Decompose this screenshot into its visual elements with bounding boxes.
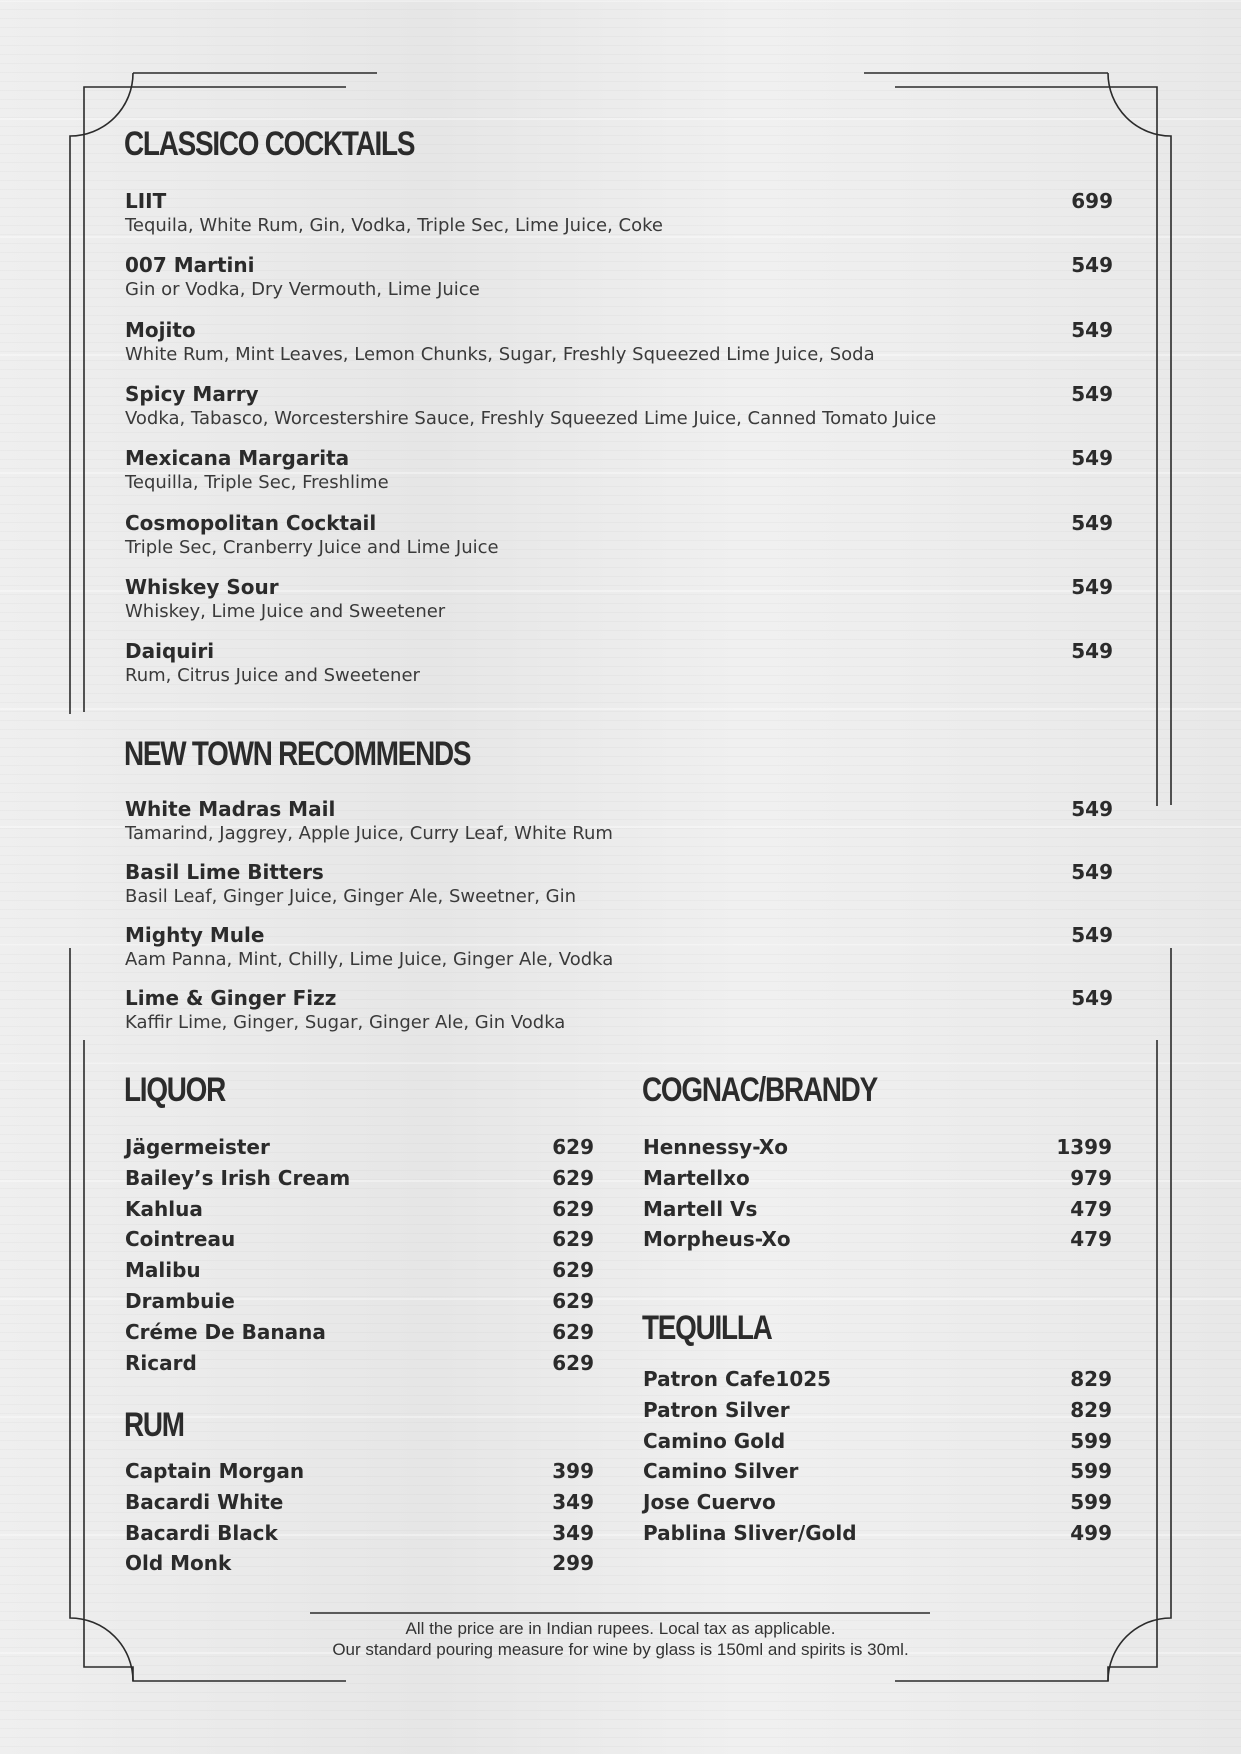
footer-price-note: All the price are in Indian rupees. Local tax as applicable. xyxy=(405,1619,836,1638)
menu-item xyxy=(125,1197,594,1223)
menu-item xyxy=(125,575,1113,625)
menu-item xyxy=(643,1398,1112,1424)
item-price: 549 xyxy=(1071,446,1113,471)
section-title: NEW TOWN RECOMMENDS xyxy=(124,735,471,773)
menu-item xyxy=(125,511,1113,561)
item-price: 979 xyxy=(1070,1165,1112,1190)
item-name: Whiskey Sour xyxy=(125,574,279,599)
item-description: Basil Leaf, Ginger Juice, Ginger Ale, Sweetner, Gin xyxy=(125,886,577,907)
menu-item xyxy=(643,1490,1112,1516)
item-description: Tamarind, Jaggrey, Apple Juice, Curry Leaf, White Rum xyxy=(125,823,613,844)
item-price: 699 xyxy=(1071,189,1113,213)
item-name: Bacardi White xyxy=(125,1489,284,1514)
menu-item xyxy=(125,986,1113,1036)
item-description: Tequilla, Triple Sec, Freshlime xyxy=(125,472,389,494)
menu-item xyxy=(125,189,1113,239)
menu-item xyxy=(125,253,1113,303)
item-name: Lime & Ginger Fizz xyxy=(125,986,337,1010)
menu-item xyxy=(125,1521,594,1547)
item-price: 549 xyxy=(1071,639,1113,664)
menu-item xyxy=(125,923,1113,973)
item-price: 629 xyxy=(552,1258,594,1283)
item-name: Mexicana Margarita xyxy=(125,446,350,471)
item-name: Old Monk xyxy=(125,1551,232,1576)
item-name: Cointreau xyxy=(125,1227,236,1252)
item-name: LIIT xyxy=(125,189,167,213)
item-name: Hennessy-Xo xyxy=(643,1135,789,1159)
item-price: 629 xyxy=(552,1227,594,1252)
menu-item xyxy=(125,1320,594,1346)
item-name: Spicy Marry xyxy=(125,381,259,406)
item-price: 549 xyxy=(1071,574,1113,599)
item-price: 629 xyxy=(552,1165,594,1190)
item-price: 1399 xyxy=(1056,1135,1112,1159)
item-price: 299 xyxy=(552,1551,594,1576)
item-name: Pablina Sliver/Gold xyxy=(643,1521,857,1545)
item-name: Patron Cafe1025 xyxy=(643,1367,832,1391)
menu-item xyxy=(643,1197,1112,1223)
menu-item xyxy=(125,1551,594,1577)
menu-item xyxy=(125,1227,594,1253)
menu-item xyxy=(125,318,1113,368)
item-price: 599 xyxy=(1070,1459,1112,1484)
item-description: Gin or Vodka, Dry Vermouth, Lime Juice xyxy=(125,279,480,301)
menu-item xyxy=(643,1429,1112,1455)
item-price: 629 xyxy=(552,1319,594,1344)
item-price: 549 xyxy=(1071,923,1113,947)
menu-item xyxy=(643,1166,1112,1192)
item-price: 549 xyxy=(1071,510,1113,535)
item-price: 549 xyxy=(1071,986,1113,1010)
item-description: Vodka, Tabasco, Worcestershire Sauce, Freshly Squeezed Lime Juice, Canned Tomato Juice xyxy=(125,407,937,429)
item-name: 007 Martini xyxy=(125,253,255,278)
item-description: Tequila, White Rum, Gin, Vodka, Triple Sec, Lime Juice, Coke xyxy=(125,215,663,236)
item-name: Cosmopolitan Cocktail xyxy=(125,510,377,535)
item-name: Ricard xyxy=(125,1350,197,1375)
item-name: Mojito xyxy=(125,317,196,342)
section-title: CLASSICO COCKTAILS xyxy=(124,125,415,163)
menu-item xyxy=(125,382,1113,432)
item-name: White Madras Mail xyxy=(125,797,336,821)
item-price: 399 xyxy=(552,1459,594,1483)
item-name: Martellxo xyxy=(643,1165,750,1190)
item-description: Whiskey, Lime Juice and Sweetener xyxy=(125,600,446,622)
item-name: Bailey’s Irish Cream xyxy=(125,1165,351,1190)
item-price: 599 xyxy=(1070,1428,1112,1453)
menu-item xyxy=(125,1490,594,1516)
item-name: Créme De Banana xyxy=(125,1319,326,1344)
menu-item xyxy=(125,639,1113,689)
item-name: Camino Silver xyxy=(643,1459,799,1484)
item-name: Martell Vs xyxy=(643,1196,758,1221)
menu-item xyxy=(643,1135,1112,1161)
menu-item xyxy=(643,1227,1112,1253)
menu-item xyxy=(125,1135,594,1161)
item-description: Kaffir Lime, Ginger, Sugar, Ginger Ale, Gin Vodka xyxy=(125,1012,566,1033)
item-price: 829 xyxy=(1070,1367,1112,1391)
item-name: Mighty Mule xyxy=(125,923,265,947)
menu-item xyxy=(125,1289,594,1315)
item-price: 479 xyxy=(1070,1227,1112,1252)
item-price: 629 xyxy=(552,1289,594,1313)
item-name: Kahlua xyxy=(125,1196,203,1221)
item-description: Triple Sec, Cranberry Juice and Lime Juice xyxy=(125,536,499,558)
menu-item xyxy=(643,1459,1112,1485)
item-price: 549 xyxy=(1071,860,1113,884)
item-name: Daiquiri xyxy=(125,639,215,664)
item-price: 629 xyxy=(552,1135,594,1159)
menu-item xyxy=(125,1459,594,1485)
menu-item xyxy=(125,1258,594,1284)
item-price: 349 xyxy=(552,1489,594,1514)
item-price: 629 xyxy=(552,1196,594,1221)
item-description: Rum, Citrus Juice and Sweetener xyxy=(125,665,420,687)
item-name: Malibu xyxy=(125,1258,201,1283)
item-name: Captain Morgan xyxy=(125,1459,305,1483)
footer-pour-note: Our standard pouring measure for wine by glass is 150ml and spirits is 30ml. xyxy=(332,1640,909,1659)
item-price: 829 xyxy=(1070,1397,1112,1422)
item-name: Morpheus-Xo xyxy=(643,1227,791,1252)
menu-item xyxy=(125,446,1113,496)
item-name: Drambuie xyxy=(125,1289,235,1313)
item-price: 629 xyxy=(552,1350,594,1375)
item-price: 499 xyxy=(1070,1521,1112,1545)
item-description: White Rum, Mint Leaves, Lemon Chunks, Sugar, Freshly Squeezed Lime Juice, Soda xyxy=(125,343,875,365)
item-description: Aam Panna, Mint, Chilly, Lime Juice, Ginger Ale, Vodka xyxy=(125,949,614,970)
section-title: LIQUOR xyxy=(124,1071,226,1109)
item-price: 549 xyxy=(1071,797,1113,821)
item-name: Jägermeister xyxy=(125,1135,270,1159)
section-title: TEQUILLA xyxy=(642,1309,772,1347)
item-price: 479 xyxy=(1070,1196,1112,1221)
menu-item xyxy=(643,1521,1112,1547)
section-title: COGNAC/BRANDY xyxy=(642,1071,877,1109)
item-name: Patron Silver xyxy=(643,1397,790,1422)
menu-item xyxy=(643,1367,1112,1393)
section-title: RUM xyxy=(124,1406,184,1444)
menu-item xyxy=(125,1166,594,1192)
item-price: 549 xyxy=(1071,381,1113,406)
item-name: Camino Gold xyxy=(643,1428,786,1453)
item-price: 599 xyxy=(1070,1490,1112,1515)
item-price: 349 xyxy=(552,1520,594,1545)
item-name: Bacardi Black xyxy=(125,1520,278,1545)
item-name: Basil Lime Bitters xyxy=(125,860,324,884)
item-name: Jose Cuervo xyxy=(643,1490,776,1515)
menu-item xyxy=(125,860,1113,910)
item-price: 549 xyxy=(1071,253,1113,278)
menu-item xyxy=(125,797,1113,847)
menu-item xyxy=(125,1351,594,1377)
item-price: 549 xyxy=(1071,317,1113,342)
